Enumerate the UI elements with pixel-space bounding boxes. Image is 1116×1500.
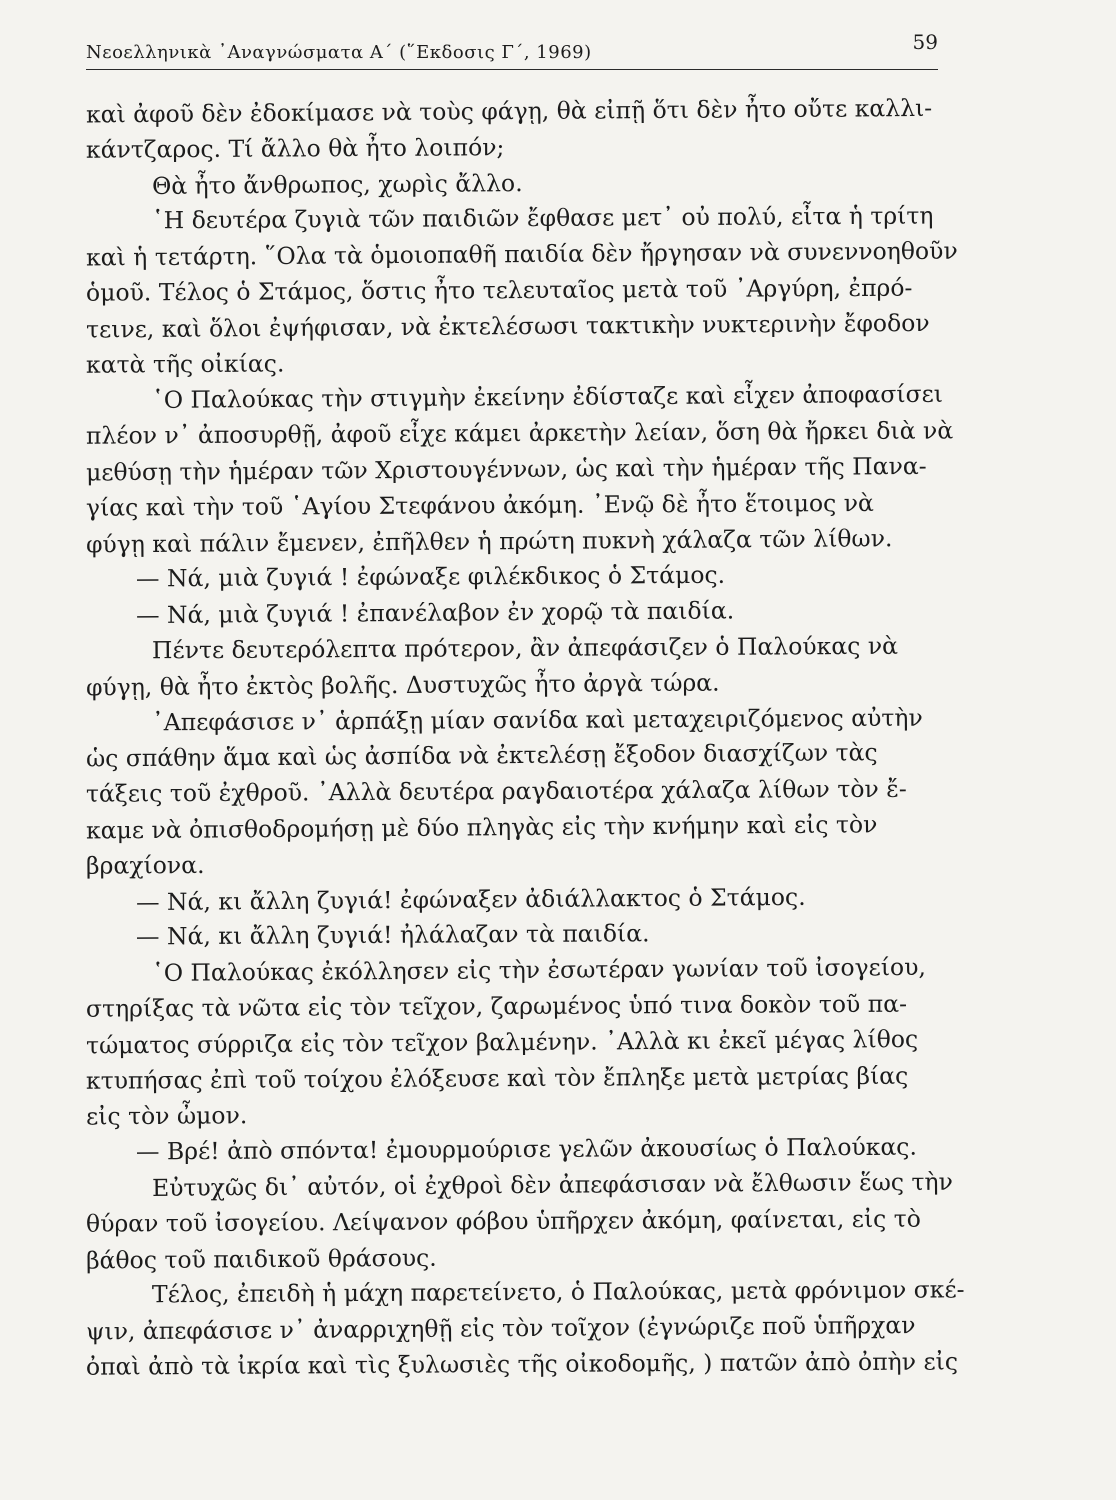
text-line: ᾿Απεφάσισε ν᾿ ἁρπάξῃ μίαν σανίδα καὶ μεταχειριζόμενος αὐτὴν	[151, 703, 923, 736]
text-line: ὡς σπάθην ἅμα καὶ ὡς ἀσπίδα νὰ ἐκτελέσῃ ἔξοδον διασχίζων τὰς	[85, 738, 878, 773]
text-line: — Νά, κι ἄλλη ζυγιά! ἠλάλαζαν τὰ παιδία.	[135, 919, 650, 951]
text-line: βραχίονα.	[85, 850, 205, 880]
text-line: καὶ ἀφοῦ δὲν ἐδοκίμασε νὰ τοὺς φάγῃ, θὰ εἰπῇ ὅτι δὲν ἦτο οὔτε καλλι-	[85, 93, 933, 129]
text-line: στηρίξας τὰ νῶτα εἰς τὸν τεῖχον, ζαρωμένος ὑπό τινα δοκὸν τοῦ πα-	[85, 989, 908, 1023]
text-line: τεινε, καὶ ὅλοι ἐψήφισαν, νὰ ἐκτελέσωσι τακτικὴν νυκτερινὴν ἔφοδον	[85, 308, 930, 344]
text-line: ῾Η δευτέρα ζυγιὰ τῶν παιδιῶν ἔφθασε μετ᾿ οὐ πολύ, εἶτα ἡ τρίτη	[151, 201, 934, 235]
text-line: — Βρέ! ἀπὸ σπόντα! ἐμουρμούρισε γελῶν ἀκουσίως ὁ Παλούκας.	[135, 1132, 917, 1166]
page-header	[86, 30, 938, 70]
text-line: κατὰ τῆς οἰκίας.	[85, 349, 285, 379]
text-line: βάθος τοῦ παιδικοῦ θράσους.	[85, 1243, 437, 1274]
running-head: Νεοελληνικὰ ᾿Αναγνώσματα Α΄ (῞Εκδοσις Γ΄, 1969)	[86, 42, 592, 63]
text-line: τώματος σύρριζα εἰς τὸν τεῖχον βαλμένην. ᾿Αλλὰ κι ἐκεῖ μέγας λίθος	[85, 1024, 919, 1060]
text-line: ῾Ο Παλούκας τὴν στιγμὴν ἐκείνην ἐδίσταζε καὶ εἶχεν ἀποφασίσει	[151, 380, 944, 415]
text-line: μεθύσῃ τὴν ἡμέραν τῶν Χριστουγέννων, ὡς καὶ τὴν ἡμέραν τῆς Πανα-	[85, 451, 927, 487]
text-line: — Νά, κι ἄλλη ζυγιά! ἐφώναξεν ἀδιάλλακτος ὁ Στάμος.	[135, 882, 806, 916]
text-line: ὀπαὶ ἀπὸ τὰ ἰκρία καὶ τὶς ξυλωσιὲς τῆς οἰκοδομῆς, ) πατῶν ἀπὸ ὀπὴν εἰς	[85, 1347, 959, 1381]
text-line: — Νά, μιὰ ζυγιά ! ἐφώναξε φιλέκδικος ὁ Στάμος.	[135, 561, 726, 593]
text-line: Εὐτυχῶς δι᾿ αὐτόν, οἱ ἐχθροὶ δὲν ἀπεφάσισαν νὰ ἔλθωσιν ἕως τὴν	[151, 1167, 953, 1202]
text-line: φύγῃ καὶ πάλιν ἔμενεν, ἐπῆλθεν ἡ πρώτη πυκνὴ χάλαζα τῶν λίθων.	[85, 523, 893, 559]
text-line: εἰς τὸν ὦμον.	[85, 1101, 248, 1131]
text-line: καμε νὰ ὀπισθοδρομήσῃ μὲ δύο πληγὰς εἰς τὴν κνήμην καὶ εἰς τὸν	[85, 810, 878, 845]
text-line: κάντζαρος. Τί ἄλλο θὰ ἦτο λοιπόν;	[85, 132, 505, 164]
text-line: θύραν τοῦ ἰσογείου. Λείψανον φόβου ὑπῆρχεν ἀκόμη, φαίνεται, εἰς τὸ	[85, 1204, 921, 1238]
page-number: 59	[912, 30, 938, 54]
text-line: ὁμοῦ. Τέλος ὁ Στάμος, ὅστις ἦτο τελευταῖος μετὰ τοῦ ᾿Αργύρη, ἐπρό-	[85, 273, 913, 307]
header-rule	[86, 69, 938, 70]
text-line: ῾Ο Παλούκας ἐκόλλησεν εἰς τὴν ἐσωτέραν γωνίαν τοῦ ἰσογείου,	[151, 953, 927, 988]
text-line: Τέλος, ἐπειδὴ ἡ μάχη παρετείνετο, ὁ Παλούκας, μετὰ φρόνιμον σκέ-	[151, 1275, 965, 1309]
text-line: φύγῃ, θὰ ἦτο ἐκτὸς βολῆς. Δυστυχῶς ἦτο ἀργὰ τώρα.	[85, 668, 720, 702]
body-text	[86, 94, 974, 1383]
text-line: πλέον ν᾿ ἀποσυρθῇ, ἀφοῦ εἶχε κάμει ἀρκετὴν λείαν, ὅση θὰ ἤρκει διὰ νὰ	[85, 416, 954, 450]
text-line: ψιν, ἀπεφάσισε ν᾿ ἀναρριχηθῇ εἰς τὸν τοῖχον (ἐγνώριζε ποῦ ὑπῆρχαν	[85, 1311, 916, 1346]
text-line: τάξεις τοῦ ἐχθροῦ. ᾿Αλλὰ δευτέρα ραγδαιοτέρα χάλαζα λίθων τὸν ἔ-	[85, 774, 907, 808]
text-line: Θὰ ἦτο ἄνθρωπος, χωρὶς ἄλλο.	[151, 168, 523, 200]
text-line: γίας καὶ τὴν τοῦ ῾Αγίου Στεφάνου ἀκόμη. ᾿Ενῷ δὲ ἦτο ἕτοιμος νὰ	[85, 488, 874, 522]
text-line: καὶ ἡ τετάρτη. ῞Ολα τὰ ὁμοιοπαθῆ παιδία δὲν ἤργησαν νὰ συνεννοηθοῦν	[85, 236, 958, 272]
text-line: Πέντε δευτερόλεπτα πρότερον, ἂν ἀπεφάσιζεν ὁ Παλούκας νὰ	[151, 631, 899, 665]
text-line: — Νά, μιὰ ζυγιά ! ἐπανέλαβον ἐν χορῷ τὰ παιδία.	[135, 596, 735, 630]
text-line: κτυπήσας ἐπὶ τοῦ τοίχου ἐλόξευσε καὶ τὸν ἔπληξε μετὰ μετρίας βίας	[85, 1061, 909, 1095]
